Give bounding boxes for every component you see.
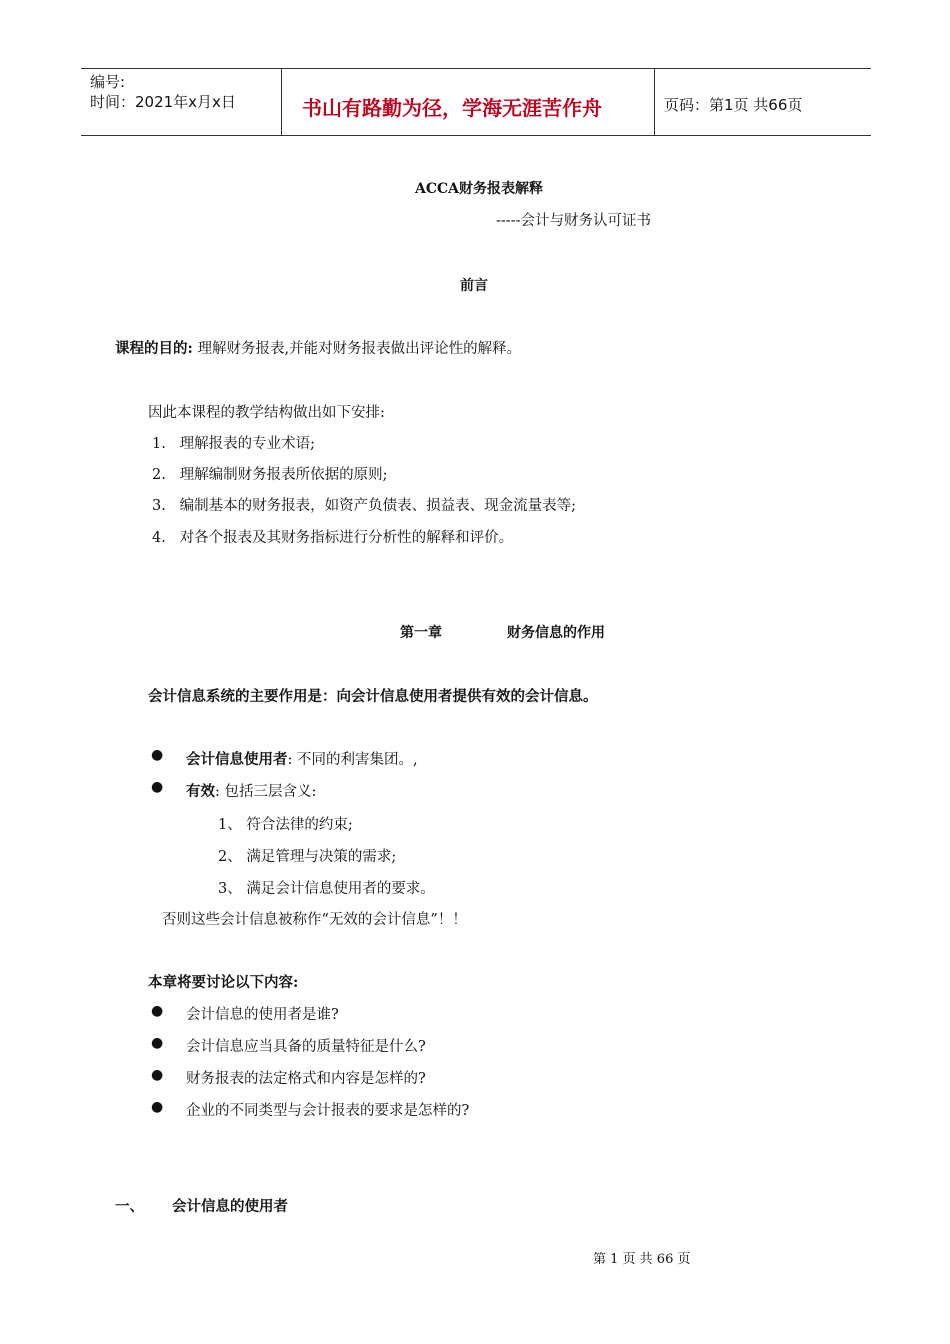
bullet-item-label: 会计信息使用者 bbox=[186, 751, 288, 768]
arrangement-item bbox=[152, 463, 388, 484]
meaning-item: 2、 满足管理与决策的需求; bbox=[218, 849, 397, 865]
arrangement-item-number: 4. bbox=[152, 530, 166, 546]
bullet-item-label: 有效 bbox=[186, 783, 215, 800]
preface-heading: 前言 bbox=[460, 278, 488, 294]
arrangement-item-number: 1. bbox=[152, 436, 166, 452]
arrangement-item-text: 理解编制财务报表所依据的原则; bbox=[179, 467, 388, 483]
course-purpose-text: 理解财务报表,并能对财务报表做出评论性的解释。 bbox=[197, 341, 522, 357]
arrangement-item-number: 2. bbox=[152, 467, 166, 483]
header-time-label: 时间：2021年x月x日 bbox=[90, 93, 236, 111]
header-motto: 书山有路勤为径，学海无涯苦作舟 bbox=[302, 96, 602, 120]
bullet-dot-icon: ● bbox=[151, 1003, 164, 1019]
bullet-dot-icon: ● bbox=[151, 747, 164, 763]
section-title: 会计信息的使用者 bbox=[172, 1198, 288, 1215]
bullet-item bbox=[186, 748, 418, 769]
bullet-dot-icon: ● bbox=[151, 1067, 164, 1083]
discussion-heading: 本章将要讨论以下内容: bbox=[148, 974, 299, 991]
document-subtitle: -----会计与财务认可证书 bbox=[496, 213, 651, 229]
arrangement-intro: 因此本课程的教学结构做出如下安排: bbox=[148, 405, 385, 421]
bullet-item-text: : 包括三层含义: bbox=[215, 784, 317, 800]
arrangement-item bbox=[152, 494, 576, 515]
meaning-item: 3、 满足会计信息使用者的要求。 bbox=[218, 881, 435, 897]
course-purpose bbox=[115, 337, 521, 358]
chapter-title: 财务信息的作用 bbox=[507, 625, 605, 641]
discussion-item: 企业的不同类型与会计报表的要求是怎样的? bbox=[186, 1103, 470, 1119]
main-role-statement: 会计信息系统的主要作用是：向会计信息使用者提供有效的会计信息。 bbox=[148, 688, 598, 705]
header-number-label: 编号: bbox=[90, 73, 126, 91]
header-top-border bbox=[81, 68, 871, 69]
arrangement-item-text: 理解报表的专业术语; bbox=[179, 436, 316, 452]
otherwise-note: 否则这些会计信息被称作“无效的会计信息”！！ bbox=[162, 912, 467, 928]
discussion-item: 会计信息应当具备的质量特征是什么? bbox=[186, 1039, 426, 1055]
arrangement-item-text: 编制基本的财务报表，如资产负债表、损益表、现金流量表等; bbox=[179, 498, 577, 514]
arrangement-item-number: 3. bbox=[152, 498, 166, 514]
arrangement-item bbox=[152, 432, 315, 453]
bullet-dot-icon: ● bbox=[151, 1035, 164, 1051]
course-purpose-label: 课程的目的: bbox=[115, 340, 193, 357]
header-divider-left bbox=[281, 69, 282, 136]
header-page-info: 页码：第1页 共66页 bbox=[664, 96, 803, 114]
section-number: 一、 bbox=[115, 1198, 144, 1215]
discussion-item: 会计信息的使用者是谁? bbox=[186, 1007, 339, 1023]
page-footer: 第 1 页 共 66 页 bbox=[593, 1252, 691, 1267]
arrangement-item bbox=[152, 526, 513, 547]
chapter-label: 第一章 bbox=[400, 625, 442, 641]
bullet-item bbox=[186, 780, 316, 801]
header-divider-right bbox=[654, 69, 655, 136]
meaning-item: 1、 符合法律的约束; bbox=[218, 817, 353, 833]
document-title: ACCA财务报表解释 bbox=[415, 181, 544, 197]
bullet-dot-icon: ● bbox=[151, 779, 164, 795]
bullet-dot-icon: ● bbox=[151, 1099, 164, 1115]
discussion-item: 财务报表的法定格式和内容是怎样的? bbox=[186, 1071, 426, 1087]
bullet-item-text: : 不同的利害集团。, bbox=[287, 752, 418, 768]
header-bottom-border bbox=[81, 135, 871, 136]
arrangement-item-text: 对各个报表及其财务指标进行分析性的解释和评价。 bbox=[179, 530, 514, 546]
